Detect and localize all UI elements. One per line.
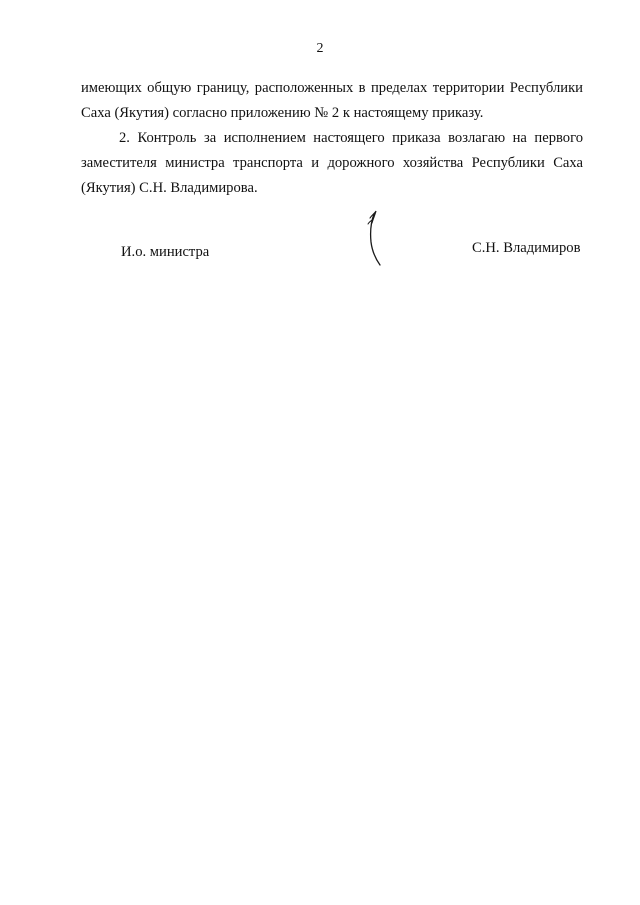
paragraph-continuation: имеющих общую границу, расположенных в пределах территории Республики Саха (Якутия) согласно приложению № 2 к настоящему приказу. [81,80,583,121]
handwritten-signature-icon [362,210,392,270]
signatory-name: С.Н. Владимиров [472,240,581,256]
signature-block [0,240,640,280]
signatory-title: И.о. министра [121,244,210,260]
page-number: 2 [316,41,324,56]
paragraph-item-2: 2. Контроль за исполнением настоящего приказа возлагаю на первого заместителя министра транспорта и дорожного хозяйства Республики Саха (Якутия) С.Н. Владимирова. [81,130,583,196]
document-body [81,76,583,201]
